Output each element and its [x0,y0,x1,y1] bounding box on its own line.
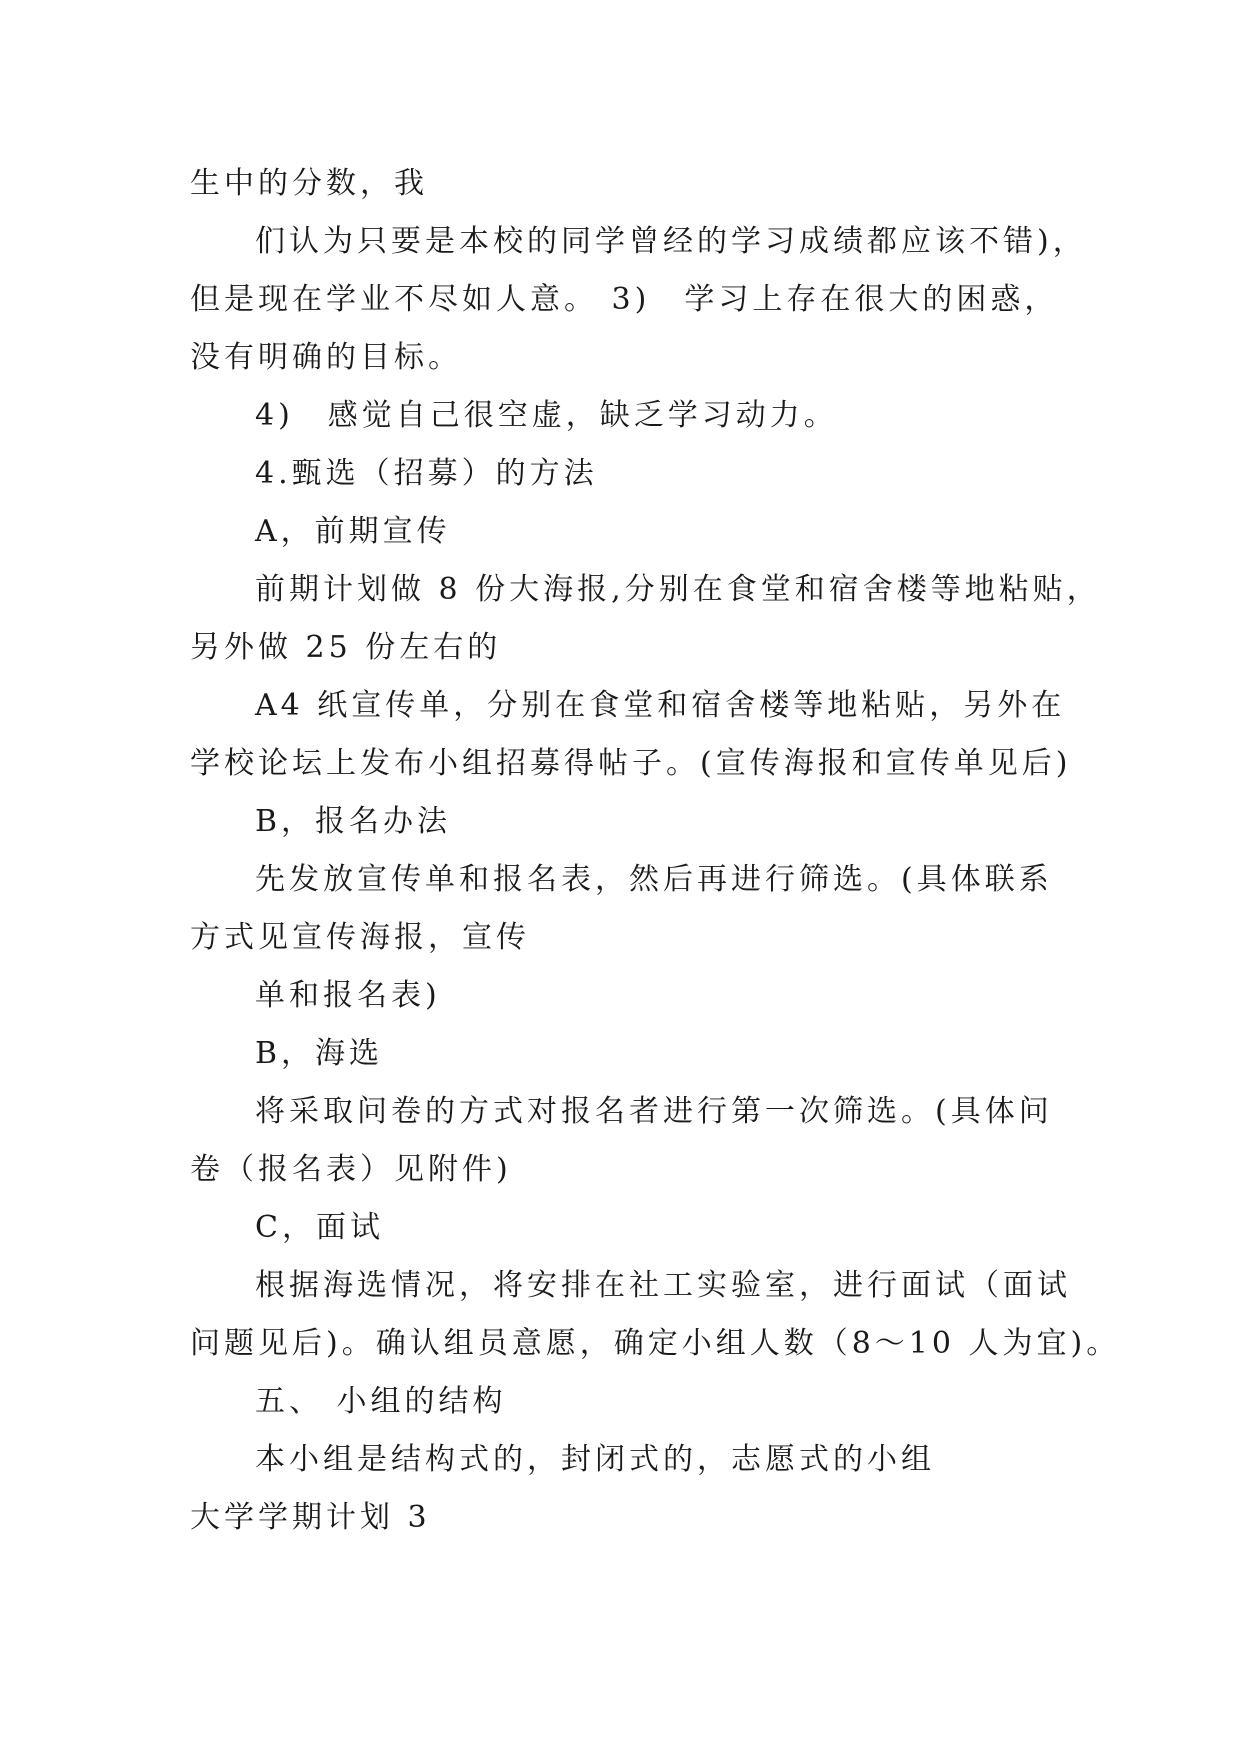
text-line: 4) 感觉自己很空虚，缺乏学习动力。 [255,398,838,433]
subsection-heading: B，报名办法 [255,804,452,839]
text-line: 卷（报名表）见附件) [190,1152,512,1187]
text-line: 生中的分数，我 [190,166,428,201]
document-title: 大学学期计划 3 [190,1500,431,1535]
text-line: 先发放宣传单和报名表，然后再进行筛选。(具体联系 [255,862,1053,897]
text-line: 本小组是结构式的，封闭式的，志愿式的小组 [255,1442,935,1477]
text-line: A4 纸宣传单，分别在食堂和宿舍楼等地粘贴，另外在 [255,688,1066,723]
text-line: 学校论坛上发布小组招募得帖子。(宣传海报和宣传单见后) [190,746,1072,781]
text-line: 问题见后)。确认组员意愿，确定小组人数（8～10 人为宜)。 [190,1326,1121,1361]
subsection-heading: B，海选 [255,1036,384,1071]
text-line: 将采取问卷的方式对报名者进行第一次筛选。(具体问 [255,1094,1053,1129]
text-line: 没有明确的目标。 [190,340,462,375]
text-line: 但是现在学业不尽如人意。 3) 学习上存在很大的困惑， [190,282,1059,317]
text-line: 根据海选情况，将安排在社工实验室，进行面试（面试 [255,1268,1071,1303]
text-line: 方式见宣传海报，宣传 [190,920,530,955]
text-line: 另外做 25 份左右的 [190,630,502,665]
text-line: 们认为只要是本校的同学曾经的学习成绩都应该不错)， [255,224,1087,259]
subsection-heading: A，前期宣传 [255,514,451,549]
text-line: 单和报名表) [255,978,441,1013]
section-heading: 4.甄选（招募）的方法 [255,456,598,491]
section-heading: 五、 小组的结构 [255,1384,507,1419]
subsection-heading: C，面试 [255,1210,384,1245]
text-line: 前期计划做 8 份大海报,分别在食堂和宿舍楼等地粘贴， [255,572,1101,607]
